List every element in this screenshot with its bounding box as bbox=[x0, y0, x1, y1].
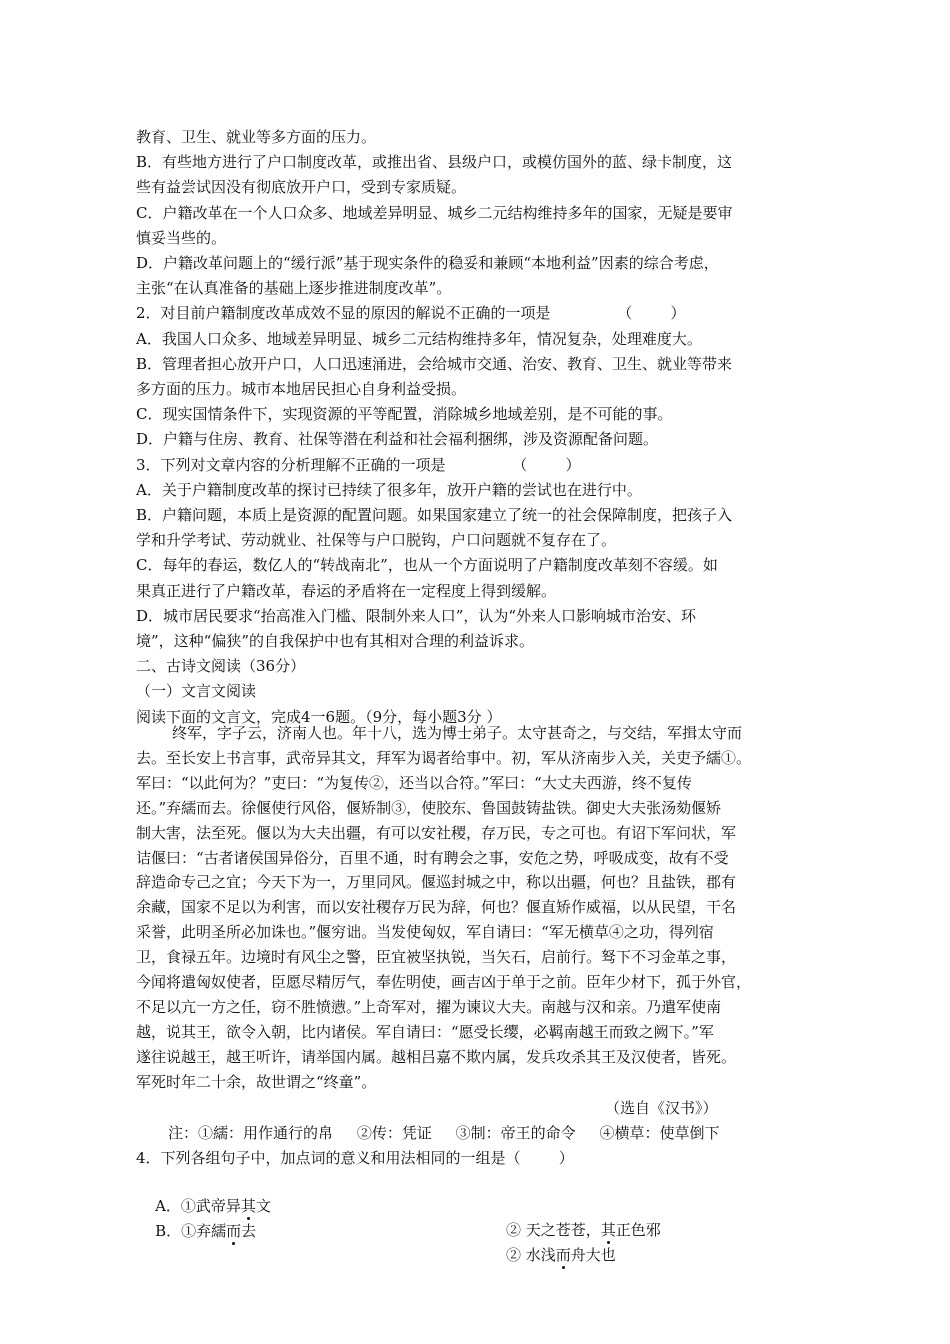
passage-line: 诘偃曰：“古者诸侯国异俗分，百里不通，时有聘会之事，安危之势，呼吸成变，故有不受 bbox=[136, 848, 729, 867]
passage-line: 越，说其王，欲令入朝，比内诸侯。军自请曰：“愿受长缨，必羁南越王而致之阙下。”军 bbox=[136, 1022, 714, 1041]
passage-line: 终军，字子云，济南人也。年十八，选为博士弟子。太守甚奇之，与交结，军揖太守而 bbox=[172, 724, 743, 742]
option-a-left: A．①武帝异其文 bbox=[155, 1197, 271, 1215]
passage-line: 采誉，此明圣所必加诛也。”偃穷诎。当发使匈奴，军自请曰：“军无横草④之功，得列宿 bbox=[136, 923, 714, 942]
passage-line: 余藏，国家不足以为利害，而以安社稷存万民为辞，何也？偃直矫作威福，以从民望，干名 bbox=[136, 898, 737, 917]
text-line: B．管理者担心放开户口，人口迅速涌进，会给城市交通、治安、教育、卫生、就业等带来 bbox=[136, 354, 733, 373]
option-b-right: ② 水浅而舟大也 bbox=[506, 1246, 616, 1264]
text-line: 慎妥当些的。 bbox=[136, 228, 227, 247]
passage-line: 今闻将遣匈奴使者，臣愿尽精厉气，奉佐明使，画吉凶于单于之前。臣年少材下，孤于外官， bbox=[136, 973, 752, 991]
text-line: （一）文言文阅读 bbox=[136, 682, 257, 701]
text-line: A．关于户籍制度改革的探讨已持续了很多年，放开户籍的尝试也在进行中。 bbox=[136, 480, 642, 499]
dotted-word: 其 bbox=[600, 1221, 616, 1239]
text-line: D．户籍改革问题上的“缓行派”基于现实条件的稳妥和兼顾“本地利益”因素的综合考虑， bbox=[136, 254, 719, 272]
dotted-word: 其 bbox=[240, 1197, 256, 1215]
passage-source: （选自《汉书》） bbox=[605, 1099, 718, 1117]
text-line: 阅读下面的文言文，完成4一6题。（9分，每小题3分 ） bbox=[136, 707, 502, 726]
dotted-word: 而 bbox=[226, 1222, 242, 1240]
passage-line: 不足以亢一方之任，窃不胜愤懑。”上奇军对，擢为谏议大夫。南越与汉和亲。乃遣军使南 bbox=[136, 997, 722, 1016]
text-line: 学和升学考试、劳动就业、社保等与户口脱钩，户口问题就不复存在了。 bbox=[136, 531, 617, 550]
text-line: 二、古诗文阅读（36分） bbox=[136, 657, 306, 676]
text-line: 果真正进行了户籍改革，春运的矛盾将在一定程度上得到缓解。 bbox=[136, 581, 557, 600]
text-line: 多方面的压力。城市本地居民担心自身利益受损。 bbox=[136, 380, 467, 398]
text-line: C．户籍改革在一个人口众多、地域差异明显、城乡二元结构维持多年的国家，无疑是要审 bbox=[136, 203, 733, 222]
text-line: 些有益尝试因没有彻底放开户口，受到专家质疑。 bbox=[136, 178, 467, 197]
passage-line: 遂往说越王，越王听许，请举国内属。越相吕嘉不欺内属，发兵攻杀其王及汉使者，皆死。 bbox=[136, 1047, 737, 1066]
passage-line: 军曰：“以此何为？”吏曰：“为复传②，还当以合符。”军曰：“大丈夫西游，终不复传 bbox=[136, 773, 692, 792]
text-line: C．现实国情条件下，实现资源的平等配置，消除城乡地域差别，是不可能的事。 bbox=[136, 405, 673, 424]
passage-line: 去。至长安上书言事，武帝异其文，拜军为谒者给事中。初，军从济南步入关，关吏予繻①。 bbox=[136, 748, 752, 767]
passage-line: 卫，食禄五年。边境时有风尘之警，臣宜被坚执锐，当矢石，启前行。驽下不习金革之事， bbox=[136, 948, 737, 967]
passage-line: 辞造命专己之宜；今天下为一，万里同风。偃巡封城之中，称以出疆，何也？且盐铁，郡有 bbox=[136, 873, 737, 892]
passage-line: 还。”弃繻而去。徐偃使行风俗，偃矫制③，使胶东、鲁国鼓铸盐铁。御史大夫张汤劾偃矫 bbox=[136, 798, 722, 817]
question-4-stem: 4．下列各组句子中，加点词的意义和用法相同的一组是（ ） bbox=[136, 1149, 574, 1167]
text-line: A．我国人口众多、地域差异明显、城乡二元结构维持多年，情况复杂，处理难度大。 bbox=[136, 329, 702, 348]
dotted-word: 而 bbox=[555, 1246, 571, 1264]
text-line: 3．下列对文章内容的分析理解不正确的一项是 （ ） bbox=[136, 455, 581, 474]
text-line: B．户籍问题，本质上是资源的配置问题。如果国家建立了统一的社会保障制度，把孩子入 bbox=[136, 506, 733, 524]
text-line: D．城市居民要求“抬高准入门槛、限制外来人口”，认为“外来人口影响城市治安、环 bbox=[136, 606, 697, 625]
passage-line: 制大害，法至死。偃以为大夫出疆，有可以安社稷，存万民，专之可也。有诏下军问状，军 bbox=[136, 823, 737, 842]
passage-notes: 注：①繻：用作通行的帛 ②传：凭证 ③制：帝王的命令 ④横草：使草倒下 bbox=[168, 1124, 720, 1142]
option-b-left: B．①弃繻而去 bbox=[155, 1222, 257, 1240]
text-line: B．有些地方进行了户口制度改革，或推出省、县级户口，或模仿国外的蓝、绿卡制度，这 bbox=[136, 153, 733, 172]
option-a-right: ② 天之苍苍，其正色邪 bbox=[506, 1221, 661, 1239]
text-line: 教育、卫生、就业等多方面的压力。 bbox=[136, 128, 377, 146]
text-line: 2．对目前户籍制度改革成效不显的原因的解说不正确的一项是 （ ） bbox=[136, 304, 686, 323]
text-line: D．户籍与住房、教育、社保等潜在利益和社会福利捆绑，涉及资源配备问题。 bbox=[136, 430, 659, 449]
text-line: 主张“在认真准备的基础上逐步推进制度改革”。 bbox=[136, 279, 452, 298]
text-line: C．每年的春运，数亿人的“转战南北”，也从一个方面说明了户籍制度改革刻不容缓。如 bbox=[136, 556, 718, 575]
text-line: 境”，这种“偏狭”的自我保护中也有其相对合理的利益诉求。 bbox=[136, 632, 535, 650]
passage-line: 军死时年二十余，故世谓之“终童”。 bbox=[136, 1072, 377, 1091]
